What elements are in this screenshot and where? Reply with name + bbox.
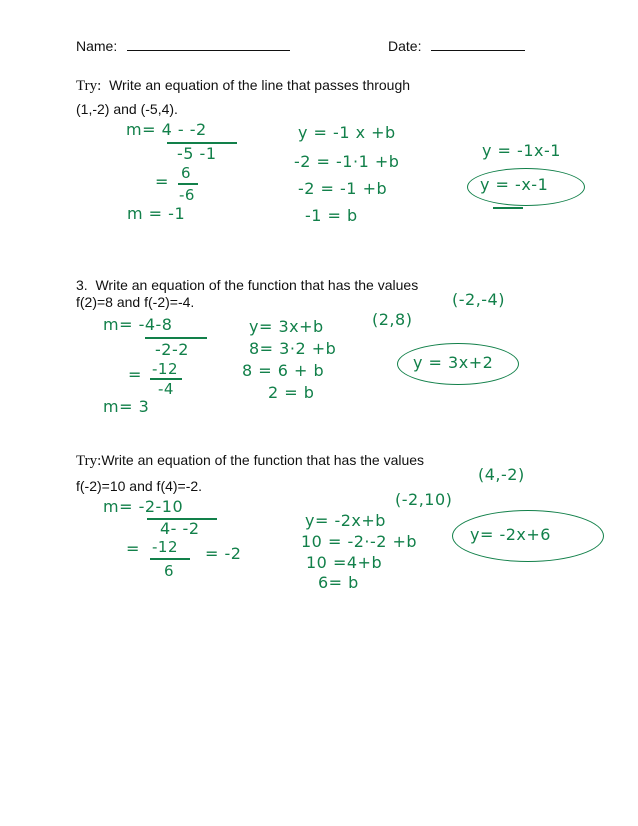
p1-sub-3: -2 = -1 +b bbox=[298, 179, 388, 198]
p3-frac-equals: = bbox=[128, 365, 142, 384]
p4-sub-2: 10 = -2·-2 +b bbox=[301, 532, 418, 551]
p1-answer-draft: y = -1x-1 bbox=[482, 141, 561, 160]
p1-frac-numerator: 6 bbox=[181, 164, 192, 182]
problem-1-text-1: Write an equation of the line that passes through bbox=[109, 77, 411, 93]
name-blank[interactable] bbox=[127, 38, 290, 51]
date-blank[interactable] bbox=[431, 38, 525, 51]
p3-answer: y = 3x+2 bbox=[413, 353, 494, 372]
problem-1-line-1 bbox=[76, 77, 410, 95]
problem-3-line-1 bbox=[76, 277, 418, 294]
problem-4-text-1: Write an equation of the function that has the values bbox=[101, 452, 425, 468]
p1-sub-1: y = -1 x +b bbox=[298, 123, 396, 142]
problem-3-line-2: f(2)=8 and f(-2)=-4. bbox=[76, 294, 195, 310]
p1-frac-bar bbox=[178, 183, 198, 185]
p1-slope-denominator: -5 -1 bbox=[177, 144, 217, 163]
p4-point-a: (4,-2) bbox=[478, 465, 525, 484]
p1-slope-result: m = -1 bbox=[127, 204, 186, 223]
p3-sub-2: 8= 3·2 +b bbox=[249, 339, 337, 358]
problem-1-prefix: Try: bbox=[76, 78, 102, 94]
p1-answer: y = -x-1 bbox=[480, 175, 549, 194]
p4-point-b: (-2,10) bbox=[395, 490, 453, 509]
p3-slope-bar bbox=[145, 337, 207, 339]
p4-frac-numerator: -12 bbox=[152, 538, 178, 556]
p3-sub-1: y= 3x+b bbox=[249, 317, 324, 336]
problem-3-text-1: Write an equation of the function that has the values bbox=[95, 277, 419, 293]
p1-slope-numerator: m= 4 - -2 bbox=[126, 120, 207, 139]
p3-sub-3: 8 = 6 + b bbox=[242, 361, 325, 380]
date-label: Date: bbox=[388, 38, 422, 54]
name-label: Name: bbox=[76, 38, 118, 54]
p3-sub-4: 2 = b bbox=[268, 383, 315, 402]
p3-slope-numerator: m= -4-8 bbox=[103, 315, 173, 334]
problem-4-line-2: f(-2)=10 and f(4)=-2. bbox=[76, 478, 203, 494]
p1-sub-2: -2 = -1·1 +b bbox=[294, 152, 400, 171]
p4-frac-bar bbox=[150, 558, 190, 560]
p4-sub-1: y= -2x+b bbox=[305, 511, 386, 530]
p3-point-a: (-2,-4) bbox=[452, 290, 505, 309]
p4-frac-result: = -2 bbox=[205, 544, 242, 563]
p1-sub-4: -1 = b bbox=[305, 206, 358, 225]
p3-frac-denominator: -4 bbox=[158, 380, 174, 398]
p4-sub-3: 10 =4+b bbox=[306, 553, 383, 572]
p4-answer: y= -2x+6 bbox=[470, 525, 551, 544]
problem-4-prefix: Try: bbox=[76, 453, 102, 469]
p4-slope-denominator: 4- -2 bbox=[160, 519, 200, 538]
p4-frac-denominator: 6 bbox=[164, 562, 175, 580]
problem-1-line-2: (1,-2) and (-5,4). bbox=[76, 101, 178, 117]
p3-frac-numerator: -12 bbox=[152, 360, 178, 378]
p3-slope-result: m= 3 bbox=[103, 397, 150, 416]
p3-point-b: (2,8) bbox=[372, 310, 413, 329]
p4-frac-equals: = bbox=[126, 539, 140, 558]
p3-slope-denominator: -2-2 bbox=[155, 340, 189, 359]
p4-slope-numerator: m= -2-10 bbox=[103, 497, 184, 516]
p4-sub-4: 6= b bbox=[318, 573, 359, 592]
name-line bbox=[76, 38, 290, 55]
p1-frac-equals: = bbox=[155, 172, 169, 191]
date-line bbox=[388, 38, 525, 55]
p1-answer-underline bbox=[493, 207, 523, 209]
p1-frac-denominator: -6 bbox=[179, 186, 195, 204]
problem-4-line-1 bbox=[76, 452, 424, 470]
problem-3-prefix: 3. bbox=[76, 277, 88, 293]
